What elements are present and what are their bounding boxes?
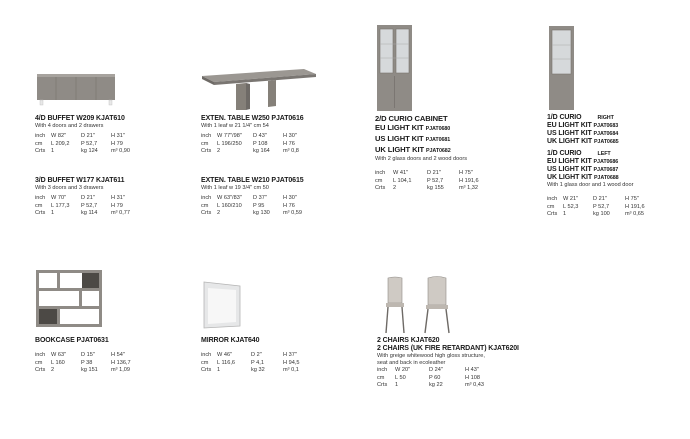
spec-width: L 116,6 <box>217 359 236 366</box>
table-w250-block <box>201 115 304 156</box>
spec-cartons: 2 <box>217 148 221 155</box>
spec-cartons: 1 <box>563 211 567 218</box>
spec-unit: Crts <box>35 210 46 217</box>
spec-height: H 191,6 <box>625 203 645 210</box>
spec-unit: inch <box>201 195 212 201</box>
spec-depth: P 4,1 <box>251 359 264 366</box>
chairs-block <box>377 337 519 390</box>
spec-width: W 20" <box>395 367 411 373</box>
spec-height: H 31" <box>111 133 125 139</box>
spec-cartons: 1 <box>395 382 399 389</box>
spec-height: H 76 <box>283 140 295 147</box>
spec-volume: m³ 0,90 <box>111 148 130 155</box>
curio-1d-right-title <box>547 114 645 122</box>
spec-weight: kg 100 <box>593 211 610 218</box>
spec-volume: m³ 0,77 <box>111 210 130 217</box>
spec-width: W 63" <box>51 352 67 358</box>
spec-depth: D 43" <box>253 133 267 139</box>
curio-1d-right-kit-us <box>547 130 645 138</box>
buffet-3d-specs <box>35 195 130 218</box>
chairs-title: 2 CHAIRS KJAT620 <box>377 337 440 344</box>
kit-label: US LIGHT KIT <box>547 166 592 173</box>
spec-depth: D 21" <box>81 133 95 139</box>
chairs-specs <box>377 367 484 390</box>
curio-2d-kit-us <box>375 134 479 145</box>
spec-volume: m³ 1,32 <box>459 185 478 192</box>
spec-width: L 177,3 <box>51 202 70 209</box>
spec-height: H 43" <box>465 367 479 373</box>
spec-weight: kg 130 <box>253 210 270 217</box>
spec-volume: m³ 0,59 <box>283 210 302 217</box>
spec-width: L 160/210 <box>217 202 242 209</box>
kit-code: PJAT0683 <box>593 123 619 129</box>
spec-height: H 37" <box>283 352 297 358</box>
spec-weight: kg 124 <box>81 148 98 155</box>
kit-label: EU LIGHT KIT <box>547 158 592 165</box>
spec-unit: cm <box>35 202 43 209</box>
curio-name: 1/D CURIO <box>547 114 582 121</box>
buffet-3d-desc: With 3 doors and 3 drawers <box>35 185 104 191</box>
chairs-desc-2: seat and back in ecoleather <box>377 360 446 366</box>
spec-weight: kg 151 <box>81 367 98 374</box>
buffet-3d-block <box>35 177 130 218</box>
spec-width: W 41" <box>393 170 409 176</box>
spec-unit: inch <box>35 133 46 139</box>
spec-cartons: 2 <box>51 367 55 374</box>
spec-depth: D 15" <box>81 352 95 358</box>
kit-label: US LIGHT KIT <box>547 130 592 137</box>
curio-2d-title: 2/D CURIO CABINET <box>375 114 448 123</box>
spec-depth: P 52,7 <box>593 203 610 210</box>
table-w250-desc: With 1 leaf w 21 1/4" cm 54 <box>201 123 269 129</box>
spec-height: H 54" <box>111 352 125 358</box>
spec-depth: D 21" <box>81 195 95 201</box>
kit-label: UK LIGHT KIT <box>547 174 593 181</box>
spec-volume: m³ 0,8 <box>283 148 299 155</box>
curio-1d-specs <box>547 196 645 219</box>
spec-depth: D 2" <box>251 352 262 358</box>
spec-unit: Crts <box>201 367 212 374</box>
kit-code: PJAT0680 <box>425 126 451 132</box>
kit-label: UK LIGHT KIT <box>547 138 593 145</box>
bookcase-specs <box>35 352 131 375</box>
spec-cartons: 2 <box>393 185 397 192</box>
curio-1d-left-kit-eu <box>547 158 645 166</box>
spec-depth: D 24" <box>429 367 443 373</box>
table-w210-specs <box>201 195 302 218</box>
table-w210-title: EXTEN. TABLE W210 PJAT0615 <box>201 177 304 184</box>
kit-code: PJAT0682 <box>426 148 451 154</box>
spec-width: W 63"/83" <box>217 195 242 201</box>
spec-unit: inch <box>35 195 46 201</box>
spec-height: H 76 <box>283 202 295 209</box>
spec-depth: D 21" <box>427 170 441 176</box>
spec-width: W 70" <box>51 195 67 201</box>
table-image <box>200 66 318 112</box>
spec-width: L 209,2 <box>51 140 70 147</box>
mirror-block <box>201 337 299 375</box>
spec-volume: m³ 0,43 <box>465 382 484 389</box>
spec-width: W 77"/98" <box>217 133 242 139</box>
spec-width: L 196/250 <box>217 140 242 147</box>
buffet-4d-desc: With 4 doors and 2 drawers <box>35 123 104 129</box>
spec-height: H 79 <box>111 140 123 147</box>
bookcase-image <box>35 268 105 332</box>
chairs-image <box>380 275 464 335</box>
spec-height: H 30" <box>283 195 297 201</box>
spec-cartons: 1 <box>51 210 55 217</box>
chairs-desc-1: With greige whitewood high gloss structure, <box>377 353 485 359</box>
table-w210-block <box>201 177 304 218</box>
spec-cartons: 2 <box>217 210 221 217</box>
spec-height: H 75" <box>625 196 639 202</box>
spec-cartons: 1 <box>51 148 55 155</box>
spec-unit: cm <box>375 177 383 184</box>
spec-weight: kg 32 <box>251 367 265 374</box>
curio-1d-image <box>548 25 576 111</box>
curio-1d-block <box>547 114 645 219</box>
spec-unit: inch <box>377 367 388 373</box>
spec-unit: inch <box>201 133 212 139</box>
spec-unit: cm <box>377 374 385 381</box>
buffet-4d-specs <box>35 133 130 156</box>
curio-side-right: RIGHT <box>597 115 614 121</box>
table-w250-title: EXTEN. TABLE W250 PJAT0616 <box>201 115 304 122</box>
spec-volume: m³ 1,09 <box>111 367 130 374</box>
curio-2d-image <box>376 24 414 112</box>
spec-height: H 31" <box>111 195 125 201</box>
spec-width: L 160 <box>51 359 65 366</box>
spec-volume: m³ 0,65 <box>625 211 644 218</box>
spec-unit: cm <box>35 140 43 147</box>
spec-depth: D 37" <box>253 195 267 201</box>
kit-code: PJAT0686 <box>593 159 619 165</box>
spec-unit: cm <box>201 359 209 366</box>
spec-unit: Crts <box>375 185 386 192</box>
kit-label: EU LIGHT KIT <box>547 122 592 129</box>
spec-depth: D 21" <box>593 196 607 202</box>
spec-weight: kg 164 <box>253 148 270 155</box>
kit-code: PJAT0681 <box>425 137 451 143</box>
spec-width: L 104,1 <box>393 177 412 184</box>
spec-unit: cm <box>547 203 555 210</box>
curio-2d-kit-uk <box>375 145 479 156</box>
curio-2d-block <box>375 114 479 193</box>
spec-depth: P 52,7 <box>81 140 98 147</box>
spec-unit: inch <box>35 352 46 358</box>
curio-name: 1/D CURIO <box>547 150 582 157</box>
spec-depth: P 52,7 <box>81 202 98 209</box>
mirror-title: MIRROR KJAT640 <box>201 337 260 344</box>
mirror-specs <box>201 352 299 375</box>
spec-unit: inch <box>375 170 386 176</box>
curio-1d-right-kit-eu <box>547 122 645 130</box>
spec-weight: kg 114 <box>81 210 98 217</box>
spec-weight: kg 155 <box>427 185 444 192</box>
table-w250-specs <box>201 133 299 156</box>
spec-depth: P 95 <box>253 202 265 209</box>
spec-unit: Crts <box>377 382 388 389</box>
curio-1d-left-kit-us <box>547 166 645 174</box>
spec-depth: P 60 <box>429 374 441 381</box>
spec-width: L 50 <box>395 374 406 381</box>
mirror-image <box>202 280 242 330</box>
spec-unit: Crts <box>35 148 46 155</box>
spec-unit: Crts <box>201 148 212 155</box>
kit-label: US LIGHT KIT <box>375 134 424 143</box>
spec-height: H 136,7 <box>111 359 131 366</box>
kit-code: PJAT0687 <box>593 167 619 173</box>
table-w210-desc: With 1 leaf w 19 3/4" cm 50 <box>201 185 269 191</box>
spec-unit: Crts <box>201 210 212 217</box>
spec-unit: cm <box>35 359 43 366</box>
buffet-3d-title: 3/D BUFFET W177 KJAT611 <box>35 177 125 184</box>
spec-unit: cm <box>201 140 209 147</box>
spec-width: W 82" <box>51 133 67 139</box>
spec-height: H 75" <box>459 170 473 176</box>
spec-height: H 30" <box>283 133 297 139</box>
spec-weight: kg 22 <box>429 382 443 389</box>
spec-unit: Crts <box>547 211 558 218</box>
chairs-uk-title: 2 CHAIRS (UK FIRE RETARDANT) KJAT620I <box>377 345 519 352</box>
spec-height: H 94,5 <box>283 359 300 366</box>
spec-unit: cm <box>201 202 209 209</box>
curio-1d-left-title <box>547 150 645 158</box>
buffet-4d-image <box>35 72 117 106</box>
spec-width: W 21" <box>563 196 579 202</box>
kit-code: PJAT0684 <box>593 131 619 137</box>
kit-label: UK LIGHT KIT <box>375 145 424 154</box>
spec-width: L 52,3 <box>563 203 579 210</box>
buffet-4d-block <box>35 115 130 156</box>
bookcase-title: BOOKCASE PJAT0631 <box>35 337 109 344</box>
buffet-4d-title: 4/D BUFFET W209 KJAT610 <box>35 115 125 122</box>
curio-side-left: LEFT <box>597 151 611 157</box>
spec-depth: P 52,7 <box>427 177 444 184</box>
kit-code: PJAT0685 <box>593 139 619 145</box>
spec-cartons: 1 <box>217 367 221 374</box>
bookcase-block <box>35 337 131 375</box>
kit-label: EU LIGHT KIT <box>375 123 424 132</box>
spec-unit: Crts <box>35 367 46 374</box>
spec-height: H 191,6 <box>459 177 479 184</box>
curio-2d-specs <box>375 170 479 193</box>
spec-width: W 46" <box>217 352 233 358</box>
curio-1d-left-kit-uk <box>547 174 645 182</box>
spec-unit: inch <box>547 196 558 202</box>
kit-code: PJAT0688 <box>593 175 619 181</box>
curio-1d-desc: With 1 glass door and 1 wood door <box>547 182 634 188</box>
spec-height: H 108 <box>465 374 480 381</box>
curio-2d-kit-eu <box>375 123 479 134</box>
curio-2d-desc: With 2 glass doors and 2 wood doors <box>375 156 468 162</box>
spec-volume: m³ 0,1 <box>283 367 299 374</box>
curio-1d-right-kit-uk <box>547 138 645 146</box>
spec-height: H 79 <box>111 202 123 209</box>
spec-depth: P 38 <box>81 359 93 366</box>
spec-depth: P 108 <box>253 140 268 147</box>
spec-unit: inch <box>201 352 212 358</box>
